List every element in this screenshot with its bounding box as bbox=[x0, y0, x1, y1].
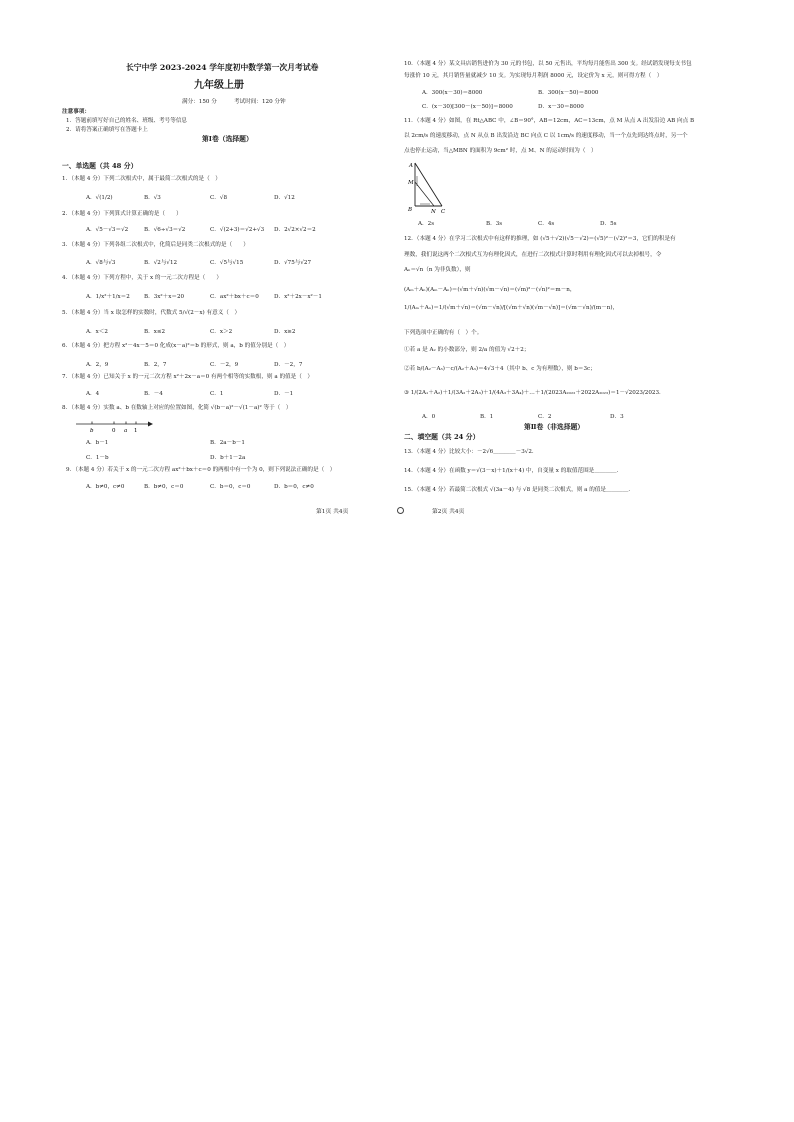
label-a: A bbox=[409, 163, 413, 169]
q6-opt-a: A．2，9 bbox=[86, 362, 109, 368]
q2-stem: 2．（本题 4 分）下列算式计算正确的是（ ） bbox=[62, 211, 182, 217]
q15: 15．（本题 4 分）若最简二次根式 √(3a－4) 与 √8 是同类二次根式，则 a 的值是＿＿＿＿． bbox=[404, 487, 634, 493]
q12-line-8: ②若 b/(A₂－A₃)－c/(A₂＋A₃)＝4√3＋4（其中 b、c 为有理数），则 b＝3c； bbox=[404, 366, 596, 372]
q2-opt-d: D．2√2×√2＝2 bbox=[274, 227, 316, 233]
q2-opt-c: C．√(2+3)＝√2+√3 bbox=[210, 227, 265, 233]
label-n: N bbox=[431, 209, 436, 214]
q9-opt-a: A．b≠0，c≠0 bbox=[86, 484, 125, 490]
q8-opt-c: C．1－b bbox=[86, 455, 109, 461]
q10-line-2: 每涨价 10 元，其月销售量就减少 10 支。为实现每月利润 8000 元，设定价为 x 元，则可得方程（ ） bbox=[404, 73, 663, 79]
q9-stem: 9．（本题 4 分）若关于 x 的一元二次方程 ax²＋bx＋c＝0 的两根中有一个为 0，则下列说法正确的是（ ） bbox=[66, 467, 336, 473]
q3-opt-c: C．√5与√15 bbox=[210, 260, 244, 266]
number-line-arrow bbox=[148, 422, 153, 427]
triangle-figure bbox=[406, 160, 452, 214]
q3-opt-a: A．√8与√3 bbox=[86, 260, 116, 266]
q7-opt-c: C．1 bbox=[210, 391, 224, 397]
q11-opt-d: D．5s bbox=[600, 221, 617, 227]
q10-opt-b: B．300(x－50)＝8000 bbox=[538, 90, 599, 96]
part2-title: 第Ⅱ卷（非选择题） bbox=[524, 423, 585, 431]
q4-opt-c: C．ax²＋bx＋c＝0 bbox=[210, 294, 259, 300]
q12-line-7: ①若 a 是 A₂ 的小数部分，则 2/a 的值为 √2＋2； bbox=[404, 347, 530, 353]
q12-opt-a: A．0 bbox=[422, 414, 436, 420]
q12-line-1: 12．（本题 4 分）在学习二次根式中有这样的推理，如 (√5＋√2)(√5－√2)＝(√5)²－(√2)²＝3，它们的积是有 bbox=[404, 236, 676, 242]
q14: 14．（本题 4 分）在函数 y＝√(3－x)＋1/(x＋4) 中，自变量 x 的取值范围是＿＿＿＿． bbox=[404, 468, 623, 474]
number-line-figure bbox=[74, 418, 154, 434]
part2-section: 二、填空题（共 24 分） bbox=[404, 433, 480, 441]
q6-opt-d: D．－2，7 bbox=[274, 362, 303, 368]
q1-opt-d: D．√12 bbox=[274, 195, 295, 201]
q10-line-1: 10．（本题 4 分）某文具店销售进价为 30 元的书包，以 50 元售出，平均每月能售出 300 支。经试销发现每支书包 bbox=[404, 61, 692, 67]
part1-title: 第Ⅰ卷（选择题） bbox=[202, 135, 253, 143]
q12-opt-d: D．3 bbox=[610, 414, 624, 420]
exam-title: 长宁中学 2023-2024 学年度初中数学第一次月考试卷 bbox=[126, 63, 319, 72]
footer-left: 第1页 共4页 bbox=[316, 509, 349, 515]
q4-opt-d: D．x²＋2x－x²－1 bbox=[274, 294, 322, 300]
footer-right: 第2页 共4页 bbox=[432, 509, 465, 515]
q7-opt-b: B．－4 bbox=[144, 391, 163, 397]
q8-opt-a: A．b－1 bbox=[86, 440, 109, 446]
label-one: 1 bbox=[134, 428, 138, 434]
q12-line-9: ③ 1/(2A₁＋A₂)＋1/(3A₂＋2A₃)＋1/(4A₃＋3A₄)＋…＋1/(2023A₂₀₂₂＋2022A₂₀₂₃)＝1－√2023/2023． bbox=[404, 390, 665, 396]
q4-opt-b: B．3x²＋x＝20 bbox=[144, 294, 185, 300]
q5-opt-c: C．x＞2 bbox=[210, 329, 233, 335]
q11-opt-b: B．3s bbox=[486, 221, 503, 227]
q12-opt-c: C．2 bbox=[538, 414, 552, 420]
label-m: M bbox=[408, 180, 414, 186]
q11-opt-c: C．4s bbox=[538, 221, 555, 227]
q8-stem: 8．（本题 4 分）实数 a、b 在数轴上对应的位置如图，化简 √(b－a)²－√(1－a)² 等于（ ） bbox=[62, 405, 292, 411]
q3-stem: 3．（本题 4 分）下列各组二次根式中，化简后是同类二次根式的是（ ） bbox=[62, 242, 249, 248]
exam-subtitle: 九年级上册 bbox=[194, 80, 244, 91]
q9-opt-d: D．b＝0，c≠0 bbox=[274, 484, 314, 490]
notice-heading: 注意事项： bbox=[62, 109, 90, 115]
q11-line-2: 以 2cm/s 的速度移动，点 N 从点 B 出发沿边 BC 向点 C 以 1cm/s 的速度移动，当一个点先到达终点时，另一个 bbox=[404, 133, 688, 139]
label-c: C bbox=[441, 209, 446, 214]
q3-opt-d: D．√75与√27 bbox=[274, 260, 312, 266]
notice-item-1: 1．答题前填写好自己的姓名、班级、考号等信息 bbox=[66, 118, 188, 124]
q9-opt-b: B．b≠0，c＝0 bbox=[144, 484, 184, 490]
q12-line-2: 理数，我们说这两个二次根式互为有理化因式，在进行二次根式计算时利用有理化因式可以去掉根号，令 bbox=[404, 252, 662, 258]
notice-item-2: 2．请将答案正确填写在答题卡上 bbox=[66, 127, 148, 133]
segment-mn bbox=[415, 182, 434, 206]
q6-opt-c: C．－2，9 bbox=[210, 362, 239, 368]
part1-section: 一、单选题（共 48 分） bbox=[62, 162, 138, 170]
q1-stem: 1．（本题 4 分）下列二次根式中，属于最简二次根式的是（ ） bbox=[62, 176, 221, 182]
q2-opt-b: B．√6÷√3＝√2 bbox=[144, 227, 186, 233]
q12-line-3: Aₙ＝√n（n 为非负数），则 bbox=[404, 267, 471, 273]
q12-line-5: 1/(Aₘ＋Aₙ)＝1/(√m＋√n)＝(√m－√n)/[(√m＋√n)(√m－√n)]＝(√m－√n)/(m－n)， bbox=[404, 305, 619, 311]
label-b: B bbox=[408, 207, 413, 213]
q7-stem: 7．（本题 4 分）已知关于 x 的一元二次方程 x²＋2x－a＝0 有两个相等的实数根，则 a 的值是（ ） bbox=[62, 374, 314, 380]
q12-line-4: (Aₘ＋Aₙ)(Aₘ－Aₙ)＝(√m＋√n)(√m－√n)＝(√m)²－(√n)²＝m－n， bbox=[404, 287, 576, 293]
q5-opt-a: A．x＜2 bbox=[86, 329, 108, 335]
exam-time: 考试时间：120 分钟 bbox=[234, 99, 286, 105]
q4-stem: 4．（本题 4 分）下列方程中，关于 x 的一元二次方程是（ ） bbox=[62, 275, 223, 281]
q1-opt-b: B．√3 bbox=[144, 195, 161, 201]
q8-opt-d: D．b＋1－2a bbox=[210, 455, 246, 461]
q13: 13．（本题 4 分）比较大小：－2√6＿＿＿＿－3√2． bbox=[404, 449, 538, 455]
label-zero: 0 bbox=[112, 428, 116, 434]
q11-line-1: 11．（本题 4 分）如图，在 Rt△ABC 中，∠B＝90°，AB＝12cm，AC＝13cm，点 M 从点 A 出发沿边 AB 向点 B bbox=[404, 118, 695, 124]
q11-line-3: 点也停止运动，当△MBN 的面积为 9cm² 时，点 M、N 的运动时间为（ ） bbox=[404, 148, 597, 154]
label-b: b bbox=[90, 428, 94, 434]
label-a: a bbox=[124, 428, 128, 434]
q12-line-6: 下列选项中正确的有（ ）个。 bbox=[404, 330, 483, 336]
q11-opt-a: A．2s bbox=[418, 221, 435, 227]
q10-opt-d: D．x－30＝8000 bbox=[538, 104, 584, 110]
q2-opt-a: A．√5－√3＝√2 bbox=[86, 227, 129, 233]
q6-stem: 6．（本题 4 分）把方程 x²－4x－5＝0 化成(x－a)²＝b 的形式，则 a，b 的值分别是（ ） bbox=[62, 343, 290, 349]
q1-opt-c: C．√8 bbox=[210, 195, 227, 201]
q1-opt-a: A．√(1/2) bbox=[86, 195, 113, 201]
q3-opt-b: B．√2与√12 bbox=[144, 260, 178, 266]
q12-opt-b: B．1 bbox=[480, 414, 494, 420]
q5-opt-d: D．x≥2 bbox=[274, 329, 296, 335]
q8-opt-b: B．2a－b－1 bbox=[210, 440, 245, 446]
q10-opt-c: C．(x－30)[300－(x－50)]＝8000 bbox=[422, 104, 513, 110]
q9-opt-c: C．b＝0，c＝0 bbox=[210, 484, 251, 490]
q10-opt-a: A．300(x－30)＝8000 bbox=[422, 90, 483, 96]
q7-opt-d: D．－1 bbox=[274, 391, 294, 397]
q5-opt-b: B．x≤2 bbox=[144, 329, 166, 335]
q6-opt-b: B．2，7 bbox=[144, 362, 167, 368]
q7-opt-a: A．4 bbox=[86, 391, 100, 397]
fold-circle bbox=[397, 507, 404, 514]
q5-stem: 5．（本题 4 分）当 x 取怎样的实数时，代数式 5/√(2－x) 有意义（ ） bbox=[62, 310, 241, 316]
q4-opt-a: A．1/x²＋1/x＝2 bbox=[86, 294, 130, 300]
exam-score: 满分：150 分 bbox=[182, 99, 217, 105]
